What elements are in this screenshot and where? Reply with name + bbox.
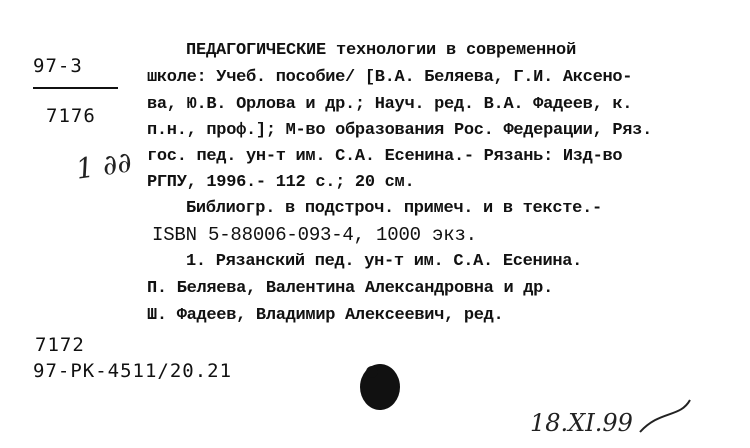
shelf-code: 97-3 (33, 55, 83, 77)
imprint-line: РГПУ, 1996.- 112 с.; 20 см. (147, 173, 415, 192)
handwritten-date: 18.XI.99 (530, 409, 633, 437)
tracing-line: П. Беляева, Валентина Александровна и др. (147, 279, 553, 298)
body-line: школе: Учеб. пособие/ [В.А. Беляева, Г.И. Аксено- (147, 68, 633, 87)
date-underline-flourish (640, 400, 690, 432)
accession-code: 97-РК-4511/20.21 (33, 360, 233, 382)
body-line: ва, Ю.В. Орлова и др.; Науч. ред. В.А. Фадеев, к. (147, 95, 633, 114)
body-line: п.н., проф.]; М-во образования Рос. Федерации, Ряз. (147, 121, 652, 140)
handwritten-margin-mark: 1 ∂∂ (73, 145, 134, 186)
isbn-line: ISBN 5-88006-093-4, 1000 экз. (152, 224, 477, 246)
tracing-line: Ш. Фадеев, Владимир Алексеевич, ред. (147, 306, 504, 325)
ink-blot-spot (366, 366, 378, 378)
card-number: 7176 (46, 105, 96, 127)
secondary-number: 7172 (35, 334, 85, 356)
title-line: ПЕДАГОГИЧЕСКИЕ технологии в современной (186, 41, 577, 60)
ink-blot (360, 364, 400, 410)
body-line: гос. пед. ун-т им. С.А. Есенина.- Рязань: Изд-во (147, 147, 623, 166)
note-line: Библиогр. в подстроч. примеч. и в тексте.- (186, 199, 602, 218)
tracing-line: 1. Рязанский пед. ун-т им. С.А. Есенина. (186, 252, 583, 271)
